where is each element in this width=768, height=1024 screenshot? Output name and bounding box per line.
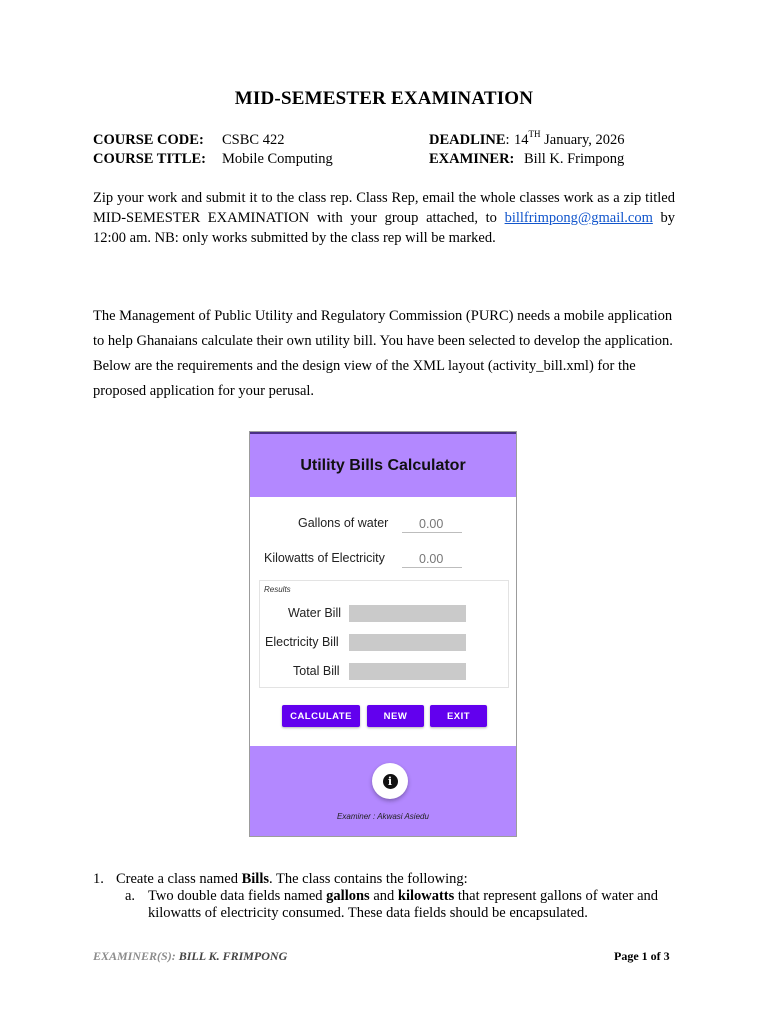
app-footer-text: Examiner : Akwasi Asiedu: [337, 812, 429, 821]
total-bill-label: Total Bill: [293, 664, 340, 678]
subquestion-text: Two double data fields named gallons and kilowatts that represent gallons of water and kilowatts of electricity consumed. These data fields should be encapsulated.: [148, 888, 659, 921]
intro-paragraph: The Management of Public Utility and Regulatory Commission (PURC) needs a mobile application to help Ghanaians calculate their own utility bill. You have been selected to develop the application. Below are the requirements and the design view of the XML layout (activity_bill.xml) for the proposed application for your perusal.: [93, 308, 673, 399]
examiner-value: Bill K. Frimpong: [524, 151, 625, 167]
kilowatts-label: Kilowatts of Electricity: [264, 551, 385, 565]
app-mockup: [249, 431, 517, 837]
question-text: Create a class named Bills. The class contains the following:: [116, 871, 468, 887]
examiner-label: EXAMINER:: [429, 151, 515, 167]
page-title: MID-SEMESTER EXAMINATION: [234, 88, 534, 109]
course-info: [93, 131, 333, 169]
deadline-row: [429, 131, 625, 150]
new-button[interactable]: NEW: [367, 705, 424, 727]
exam-info: [429, 131, 625, 169]
course-title-value: Mobile Computing: [222, 151, 333, 167]
subquestion-letter: a.: [125, 888, 136, 904]
course-code-value: CSBC 422: [222, 132, 285, 148]
question-number: 1.: [93, 871, 104, 887]
gallons-label: Gallons of water: [298, 516, 389, 530]
kilowatts-input[interactable]: 0.00: [402, 550, 462, 568]
course-title-label: COURSE TITLE:: [93, 151, 206, 167]
course-title-row: [93, 150, 333, 169]
examiners-label: EXAMINER(S):: [93, 949, 176, 963]
electricity-bill-label: Electricity Bill: [265, 635, 339, 649]
deadline-label: DEADLINE:: [429, 132, 510, 148]
water-bill-output: [349, 605, 466, 622]
info-button[interactable]: [372, 763, 408, 799]
water-bill-label: Water Bill: [288, 606, 342, 620]
gallons-input[interactable]: 0.00: [402, 515, 462, 533]
email-link[interactable]: billfrimpong@gmail.com: [504, 210, 653, 226]
total-bill-output: [349, 663, 466, 680]
app-header: [250, 434, 516, 497]
exit-button[interactable]: EXIT: [430, 705, 487, 727]
page-number: Page 1 of 3: [614, 949, 670, 963]
course-code-row: [93, 131, 333, 150]
examiner-row: [429, 150, 625, 169]
deadline-value: 14TH January, 2026: [514, 129, 625, 148]
course-code-label: COURSE CODE:: [93, 132, 204, 148]
calculate-button[interactable]: CALCULATE: [282, 705, 360, 727]
app-title: Utility Bills Calculator: [300, 456, 466, 474]
examiner-name: BILL K. FRIMPONG: [178, 949, 288, 963]
info-icon: i: [383, 774, 398, 789]
page-footer-examiner: [93, 949, 287, 964]
submission-instructions: Zip your work and submit it to the class rep. Class Rep, email the whole classes work as a zip titled MID-SEMESTER EXAMINATION with your group attached, to billfrimpong@gmail.com by 12:00 am. NB: only works submitted by the class rep will be marked.: [93, 190, 675, 246]
electricity-bill-output: [349, 634, 466, 651]
app-footer: [250, 746, 516, 837]
results-title: Results: [264, 585, 291, 594]
results-panel: [259, 580, 509, 688]
